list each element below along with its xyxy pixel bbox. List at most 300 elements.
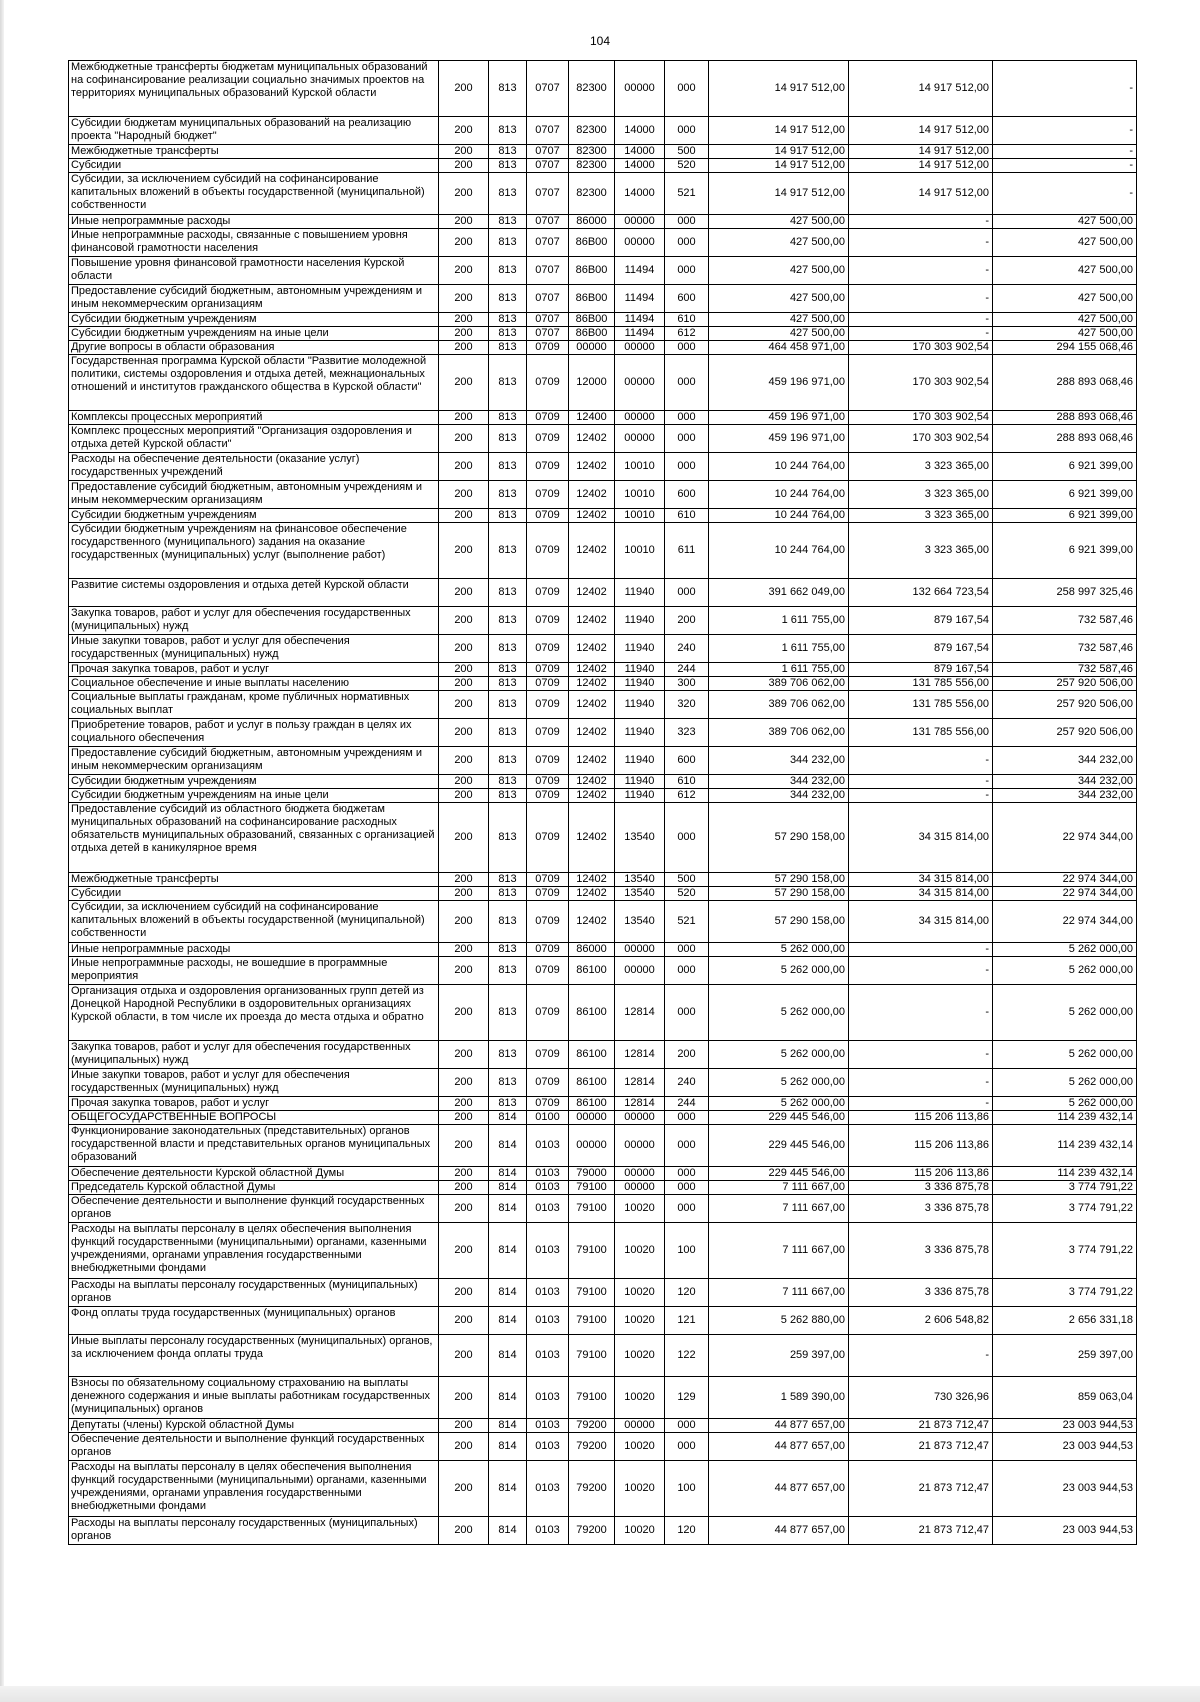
direction-code-cell: 14000 (615, 145, 665, 159)
expense-type-cell: 000 (665, 957, 709, 985)
table-row (69, 257, 1137, 285)
row-name-cell: Обеспечение деятельности и выполнение функций государственных органов (69, 1195, 439, 1223)
code-cell: 200 (439, 425, 489, 453)
unexecuted-amount-cell: 22 974 344,00 (993, 803, 1137, 873)
section-code-cell: 0709 (527, 943, 569, 957)
expense-type-cell: 000 (665, 355, 709, 411)
approved-amount-cell: 459 196 971,00 (709, 355, 849, 411)
code-cell: 200 (439, 117, 489, 145)
executed-amount-cell: 170 303 902,54 (849, 341, 993, 355)
department-code-cell: 813 (489, 257, 527, 285)
table-row (69, 943, 1137, 957)
executed-amount-cell: 131 785 556,00 (849, 677, 993, 691)
code-cell: 200 (439, 229, 489, 257)
direction-code-cell: 14000 (615, 173, 665, 215)
table-row (69, 411, 1137, 425)
code-cell: 200 (439, 663, 489, 677)
table-row (69, 985, 1137, 1041)
unexecuted-amount-cell: 258 997 325,46 (993, 579, 1137, 607)
direction-code-cell: 11494 (615, 327, 665, 341)
executed-amount-cell: 170 303 902,54 (849, 425, 993, 453)
table-row (69, 1069, 1137, 1097)
unexecuted-amount-cell: 294 155 068,46 (993, 341, 1137, 355)
expense-type-cell: 610 (665, 509, 709, 523)
executed-amount-cell: 14 917 512,00 (849, 173, 993, 215)
unexecuted-amount-cell: 114 239 432,14 (993, 1167, 1137, 1181)
department-code-cell: 813 (489, 957, 527, 985)
section-code-cell: 0103 (527, 1279, 569, 1307)
code-cell: 200 (439, 1419, 489, 1433)
unexecuted-amount-cell: - (993, 173, 1137, 215)
program-code-cell: 82300 (569, 159, 615, 173)
department-code-cell: 813 (489, 1069, 527, 1097)
section-code-cell: 0709 (527, 873, 569, 887)
table-row (69, 313, 1137, 327)
executed-amount-cell: - (849, 747, 993, 775)
approved-amount-cell: 1 611 755,00 (709, 607, 849, 635)
department-code-cell: 814 (489, 1167, 527, 1181)
approved-amount-cell: 44 877 657,00 (709, 1517, 849, 1545)
department-code-cell: 814 (489, 1307, 527, 1335)
program-code-cell: 00000 (569, 1111, 615, 1125)
department-code-cell: 813 (489, 635, 527, 663)
direction-code-cell: 13540 (615, 873, 665, 887)
department-code-cell: 814 (489, 1335, 527, 1377)
table-row (69, 173, 1137, 215)
department-code-cell: 813 (489, 1097, 527, 1111)
row-name-cell: Субсидии бюджетным учреждениям (69, 775, 439, 789)
department-code-cell: 813 (489, 579, 527, 607)
executed-amount-cell: 115 206 113,86 (849, 1125, 993, 1167)
direction-code-cell: 12814 (615, 985, 665, 1041)
section-code-cell: 0103 (527, 1517, 569, 1545)
unexecuted-amount-cell: 259 397,00 (993, 1335, 1137, 1377)
code-cell: 200 (439, 173, 489, 215)
unexecuted-amount-cell: 22 974 344,00 (993, 887, 1137, 901)
table-row (69, 901, 1137, 943)
direction-code-cell: 00000 (615, 1181, 665, 1195)
row-name-cell: Повышение уровня финансовой грамотности населения Курской области (69, 257, 439, 285)
executed-amount-cell: - (849, 1041, 993, 1069)
direction-code-cell: 10020 (615, 1335, 665, 1377)
row-name-cell: Субсидии бюджетным учреждениям на финансовое обеспечение государственного (муниципального) задания на оказание государственных (муниципальных) услуг (выполнение работ) (69, 523, 439, 579)
table-row (69, 1181, 1137, 1195)
code-cell: 200 (439, 607, 489, 635)
approved-amount-cell: 229 445 546,00 (709, 1167, 849, 1181)
code-cell: 200 (439, 285, 489, 313)
table-row (69, 1223, 1137, 1279)
row-name-cell: Развитие системы оздоровления и отдыха детей Курской области (69, 579, 439, 607)
row-name-cell: Комплекс процессных мероприятий "Организация оздоровления и отдыха детей Курской области" (69, 425, 439, 453)
direction-code-cell: 00000 (615, 957, 665, 985)
approved-amount-cell: 5 262 000,00 (709, 1097, 849, 1111)
row-name-cell: Социальное обеспечение и иные выплаты населению (69, 677, 439, 691)
row-name-cell: Депутаты (члены) Курской областной Думы (69, 1419, 439, 1433)
executed-amount-cell: - (849, 327, 993, 341)
direction-code-cell: 11940 (615, 775, 665, 789)
department-code-cell: 813 (489, 341, 527, 355)
section-code-cell: 0709 (527, 1069, 569, 1097)
approved-amount-cell: 389 706 062,00 (709, 691, 849, 719)
executed-amount-cell: 2 606 548,82 (849, 1307, 993, 1335)
expense-type-cell: 610 (665, 775, 709, 789)
executed-amount-cell: 14 917 512,00 (849, 159, 993, 173)
executed-amount-cell: 14 917 512,00 (849, 117, 993, 145)
table-row (69, 1377, 1137, 1419)
department-code-cell: 814 (489, 1125, 527, 1167)
unexecuted-amount-cell: 5 262 000,00 (993, 1097, 1137, 1111)
direction-code-cell: 11940 (615, 677, 665, 691)
direction-code-cell: 00000 (615, 215, 665, 229)
department-code-cell: 813 (489, 901, 527, 943)
section-code-cell: 0709 (527, 355, 569, 411)
program-code-cell: 00000 (569, 1125, 615, 1167)
table-row (69, 1125, 1137, 1167)
department-code-cell: 813 (489, 327, 527, 341)
table-row (69, 355, 1137, 411)
approved-amount-cell: 344 232,00 (709, 775, 849, 789)
direction-code-cell: 10010 (615, 453, 665, 481)
expense-type-cell: 320 (665, 691, 709, 719)
section-code-cell: 0103 (527, 1335, 569, 1377)
table-row (69, 719, 1137, 747)
code-cell: 200 (439, 313, 489, 327)
expense-type-cell: 000 (665, 1167, 709, 1181)
section-code-cell: 0103 (527, 1223, 569, 1279)
section-code-cell: 0103 (527, 1125, 569, 1167)
row-name-cell: Предоставление субсидий бюджетным, автономным учреждениям и иным некоммерческим организациям (69, 747, 439, 775)
row-name-cell: Расходы на выплаты персоналу государственных (муниципальных) органов (69, 1279, 439, 1307)
code-cell: 200 (439, 985, 489, 1041)
table-row (69, 453, 1137, 481)
expense-type-cell: 000 (665, 257, 709, 285)
department-code-cell: 813 (489, 229, 527, 257)
department-code-cell: 813 (489, 523, 527, 579)
approved-amount-cell: 7 111 667,00 (709, 1195, 849, 1223)
approved-amount-cell: 10 244 764,00 (709, 523, 849, 579)
program-code-cell: 86100 (569, 957, 615, 985)
section-code-cell: 0103 (527, 1419, 569, 1433)
approved-amount-cell: 427 500,00 (709, 229, 849, 257)
department-code-cell: 813 (489, 607, 527, 635)
program-code-cell: 79200 (569, 1517, 615, 1545)
department-code-cell: 813 (489, 985, 527, 1041)
section-code-cell: 0103 (527, 1167, 569, 1181)
direction-code-cell: 10020 (615, 1517, 665, 1545)
approved-amount-cell: 259 397,00 (709, 1335, 849, 1377)
executed-amount-cell: 3 323 365,00 (849, 509, 993, 523)
expense-type-cell: 000 (665, 1419, 709, 1433)
table-row (69, 523, 1137, 579)
department-code-cell: 814 (489, 1223, 527, 1279)
approved-amount-cell: 427 500,00 (709, 313, 849, 327)
program-code-cell: 12402 (569, 789, 615, 803)
expense-type-cell: 244 (665, 1097, 709, 1111)
direction-code-cell: 14000 (615, 159, 665, 173)
program-code-cell: 82300 (569, 117, 615, 145)
code-cell: 200 (439, 1181, 489, 1195)
section-code-cell: 0709 (527, 887, 569, 901)
program-code-cell: 12402 (569, 453, 615, 481)
executed-amount-cell: 3 323 365,00 (849, 523, 993, 579)
program-code-cell: 12402 (569, 775, 615, 789)
section-code-cell: 0709 (527, 453, 569, 481)
section-code-cell: 0709 (527, 425, 569, 453)
section-code-cell: 0707 (527, 117, 569, 145)
scan-edge-left (0, 0, 4, 1702)
expense-type-cell: 000 (665, 453, 709, 481)
program-code-cell: 12402 (569, 887, 615, 901)
program-code-cell: 82300 (569, 173, 615, 215)
table-row (69, 1517, 1137, 1545)
direction-code-cell: 10010 (615, 481, 665, 509)
unexecuted-amount-cell: 257 920 506,00 (993, 677, 1137, 691)
row-name-cell: Субсидии, за исключением субсидий на софинансирование капитальных вложений в объекты государственной (муниципальной) собственности (69, 173, 439, 215)
table-row (69, 1307, 1137, 1335)
executed-amount-cell: 131 785 556,00 (849, 691, 993, 719)
code-cell: 200 (439, 509, 489, 523)
section-code-cell: 0709 (527, 411, 569, 425)
row-name-cell: Закупка товаров, работ и услуг для обеспечения государственных (муниципальных) нужд (69, 607, 439, 635)
program-code-cell: 86В00 (569, 327, 615, 341)
program-code-cell: 12402 (569, 803, 615, 873)
section-code-cell: 0707 (527, 327, 569, 341)
program-code-cell: 86100 (569, 1097, 615, 1111)
program-code-cell: 79100 (569, 1181, 615, 1195)
executed-amount-cell: - (849, 285, 993, 313)
table-row (69, 1041, 1137, 1069)
executed-amount-cell: 115 206 113,86 (849, 1111, 993, 1125)
direction-code-cell: 13540 (615, 901, 665, 943)
program-code-cell: 12402 (569, 523, 615, 579)
approved-amount-cell: 389 706 062,00 (709, 719, 849, 747)
expense-type-cell: 000 (665, 117, 709, 145)
unexecuted-amount-cell: 344 232,00 (993, 775, 1137, 789)
department-code-cell: 813 (489, 411, 527, 425)
program-code-cell: 86000 (569, 215, 615, 229)
executed-amount-cell: - (849, 1069, 993, 1097)
direction-code-cell: 11494 (615, 285, 665, 313)
code-cell: 200 (439, 789, 489, 803)
direction-code-cell: 11940 (615, 579, 665, 607)
direction-code-cell: 10020 (615, 1279, 665, 1307)
executed-amount-cell: 131 785 556,00 (849, 719, 993, 747)
table-row (69, 691, 1137, 719)
department-code-cell: 813 (489, 943, 527, 957)
unexecuted-amount-cell: 288 893 068,46 (993, 355, 1137, 411)
department-code-cell: 814 (489, 1461, 527, 1517)
unexecuted-amount-cell: 427 500,00 (993, 313, 1137, 327)
unexecuted-amount-cell: 3 774 791,22 (993, 1279, 1137, 1307)
row-name-cell: Функционирование законодательных (представительных) органов государственной власти и представительных органов муниципальных образований (69, 1125, 439, 1167)
code-cell: 200 (439, 411, 489, 425)
department-code-cell: 813 (489, 719, 527, 747)
unexecuted-amount-cell: 427 500,00 (993, 229, 1137, 257)
approved-amount-cell: 57 290 158,00 (709, 873, 849, 887)
approved-amount-cell: 1 611 755,00 (709, 635, 849, 663)
expense-type-cell: 000 (665, 1433, 709, 1461)
program-code-cell: 12402 (569, 719, 615, 747)
section-code-cell: 0103 (527, 1195, 569, 1223)
unexecuted-amount-cell: 732 587,46 (993, 635, 1137, 663)
program-code-cell: 12402 (569, 509, 615, 523)
unexecuted-amount-cell: 3 774 791,22 (993, 1223, 1137, 1279)
table-row (69, 425, 1137, 453)
expense-type-cell: 612 (665, 789, 709, 803)
direction-code-cell: 10020 (615, 1461, 665, 1517)
row-name-cell: Расходы на выплаты персоналу в целях обеспечения выполнения функций государственными (муниципальными) органами, казенными учреждениями, органами управления государственными внебюджетными фондами (69, 1223, 439, 1279)
executed-amount-cell: 3 336 875,78 (849, 1223, 993, 1279)
approved-amount-cell: 14 917 512,00 (709, 159, 849, 173)
expense-type-cell: 244 (665, 663, 709, 677)
section-code-cell: 0707 (527, 145, 569, 159)
unexecuted-amount-cell: 5 262 000,00 (993, 957, 1137, 985)
expense-type-cell: 120 (665, 1517, 709, 1545)
code-cell: 200 (439, 775, 489, 789)
department-code-cell: 813 (489, 747, 527, 775)
approved-amount-cell: 14 917 512,00 (709, 145, 849, 159)
executed-amount-cell: 170 303 902,54 (849, 411, 993, 425)
direction-code-cell: 12814 (615, 1069, 665, 1097)
row-name-cell: Субсидии (69, 887, 439, 901)
section-code-cell: 0707 (527, 229, 569, 257)
department-code-cell: 814 (489, 1279, 527, 1307)
executed-amount-cell: - (849, 313, 993, 327)
table-row (69, 1195, 1137, 1223)
direction-code-cell: 00000 (615, 411, 665, 425)
expense-type-cell: 121 (665, 1307, 709, 1335)
executed-amount-cell: - (849, 957, 993, 985)
unexecuted-amount-cell: 3 774 791,22 (993, 1195, 1137, 1223)
approved-amount-cell: 5 262 000,00 (709, 1069, 849, 1097)
expense-type-cell: 000 (665, 579, 709, 607)
direction-code-cell: 10010 (615, 509, 665, 523)
row-name-cell: Иные непрограммные расходы, связанные с повышением уровня финансовой грамотности населения (69, 229, 439, 257)
expense-type-cell: 000 (665, 215, 709, 229)
section-code-cell: 0709 (527, 523, 569, 579)
department-code-cell: 814 (489, 1517, 527, 1545)
row-name-cell: Субсидии бюджетным учреждениям на иные цели (69, 327, 439, 341)
unexecuted-amount-cell: 427 500,00 (993, 285, 1137, 313)
code-cell: 200 (439, 61, 489, 117)
direction-code-cell: 10010 (615, 523, 665, 579)
section-code-cell: 0707 (527, 159, 569, 173)
table-row (69, 327, 1137, 341)
code-cell: 200 (439, 873, 489, 887)
approved-amount-cell: 459 196 971,00 (709, 425, 849, 453)
approved-amount-cell: 14 917 512,00 (709, 117, 849, 145)
budget-table-body (69, 61, 1137, 1545)
expense-type-cell: 600 (665, 481, 709, 509)
table-row (69, 663, 1137, 677)
direction-code-cell: 11940 (615, 719, 665, 747)
approved-amount-cell: 5 262 000,00 (709, 1041, 849, 1069)
expense-type-cell: 600 (665, 747, 709, 775)
expense-type-cell: 000 (665, 943, 709, 957)
table-row (69, 229, 1137, 257)
section-code-cell: 0709 (527, 341, 569, 355)
department-code-cell: 813 (489, 355, 527, 411)
unexecuted-amount-cell: 114 239 432,14 (993, 1125, 1137, 1167)
code-cell: 200 (439, 355, 489, 411)
code-cell: 200 (439, 257, 489, 285)
direction-code-cell: 11940 (615, 607, 665, 635)
section-code-cell: 0707 (527, 313, 569, 327)
program-code-cell: 12402 (569, 481, 615, 509)
section-code-cell: 0709 (527, 1041, 569, 1069)
row-name-cell: Иные закупки товаров, работ и услуг для обеспечения государственных (муниципальных) нужд (69, 1069, 439, 1097)
unexecuted-amount-cell: 5 262 000,00 (993, 1041, 1137, 1069)
table-row (69, 509, 1137, 523)
row-name-cell: Расходы на выплаты персоналу в целях обеспечения выполнения функций государственными (муниципальными) органами, казенными учреждениями, органами управления государственными внебюджетными фондами (69, 1461, 439, 1517)
expense-type-cell: 000 (665, 425, 709, 453)
approved-amount-cell: 57 290 158,00 (709, 901, 849, 943)
expense-type-cell: 100 (665, 1461, 709, 1517)
executed-amount-cell: 170 303 902,54 (849, 355, 993, 411)
table-row (69, 285, 1137, 313)
program-code-cell: 79100 (569, 1279, 615, 1307)
department-code-cell: 813 (489, 159, 527, 173)
direction-code-cell: 13540 (615, 803, 665, 873)
code-cell: 200 (439, 1461, 489, 1517)
program-code-cell: 12402 (569, 873, 615, 887)
row-name-cell: Иные непрограммные расходы (69, 943, 439, 957)
department-code-cell: 814 (489, 1433, 527, 1461)
scan-edge-bottom (0, 1686, 1200, 1702)
department-code-cell: 813 (489, 313, 527, 327)
row-name-cell: Прочая закупка товаров, работ и услуг (69, 663, 439, 677)
expense-type-cell: 610 (665, 313, 709, 327)
unexecuted-amount-cell: 6 921 399,00 (993, 523, 1137, 579)
row-name-cell: Межбюджетные трансферты (69, 873, 439, 887)
code-cell: 200 (439, 1125, 489, 1167)
direction-code-cell: 11940 (615, 663, 665, 677)
code-cell: 200 (439, 1279, 489, 1307)
section-code-cell: 0709 (527, 1097, 569, 1111)
direction-code-cell: 11940 (615, 747, 665, 775)
code-cell: 200 (439, 481, 489, 509)
approved-amount-cell: 427 500,00 (709, 257, 849, 285)
row-name-cell: Обеспечение деятельности Курской областной Думы (69, 1167, 439, 1181)
section-code-cell: 0709 (527, 803, 569, 873)
table-row (69, 145, 1137, 159)
table-row (69, 635, 1137, 663)
approved-amount-cell: 7 111 667,00 (709, 1279, 849, 1307)
program-code-cell: 86100 (569, 1041, 615, 1069)
approved-amount-cell: 427 500,00 (709, 327, 849, 341)
program-code-cell: 12402 (569, 677, 615, 691)
department-code-cell: 813 (489, 145, 527, 159)
row-name-cell: Приобретение товаров, работ и услуг в пользу граждан в целях их социального обеспечения (69, 719, 439, 747)
unexecuted-amount-cell: 288 893 068,46 (993, 425, 1137, 453)
row-name-cell: Иные выплаты персоналу государственных (муниципальных) органов, за исключением фонда оплаты труда (69, 1335, 439, 1377)
program-code-cell: 12402 (569, 579, 615, 607)
expense-type-cell: 500 (665, 873, 709, 887)
code-cell: 200 (439, 145, 489, 159)
approved-amount-cell: 1 589 390,00 (709, 1377, 849, 1419)
table-row (69, 579, 1137, 607)
section-code-cell: 0707 (527, 285, 569, 313)
section-code-cell: 0709 (527, 677, 569, 691)
code-cell: 200 (439, 579, 489, 607)
program-code-cell: 86100 (569, 985, 615, 1041)
approved-amount-cell: 57 290 158,00 (709, 803, 849, 873)
table-row (69, 677, 1137, 691)
department-code-cell: 813 (489, 887, 527, 901)
code-cell: 200 (439, 1377, 489, 1419)
expense-type-cell: 000 (665, 341, 709, 355)
executed-amount-cell: 879 167,54 (849, 635, 993, 663)
